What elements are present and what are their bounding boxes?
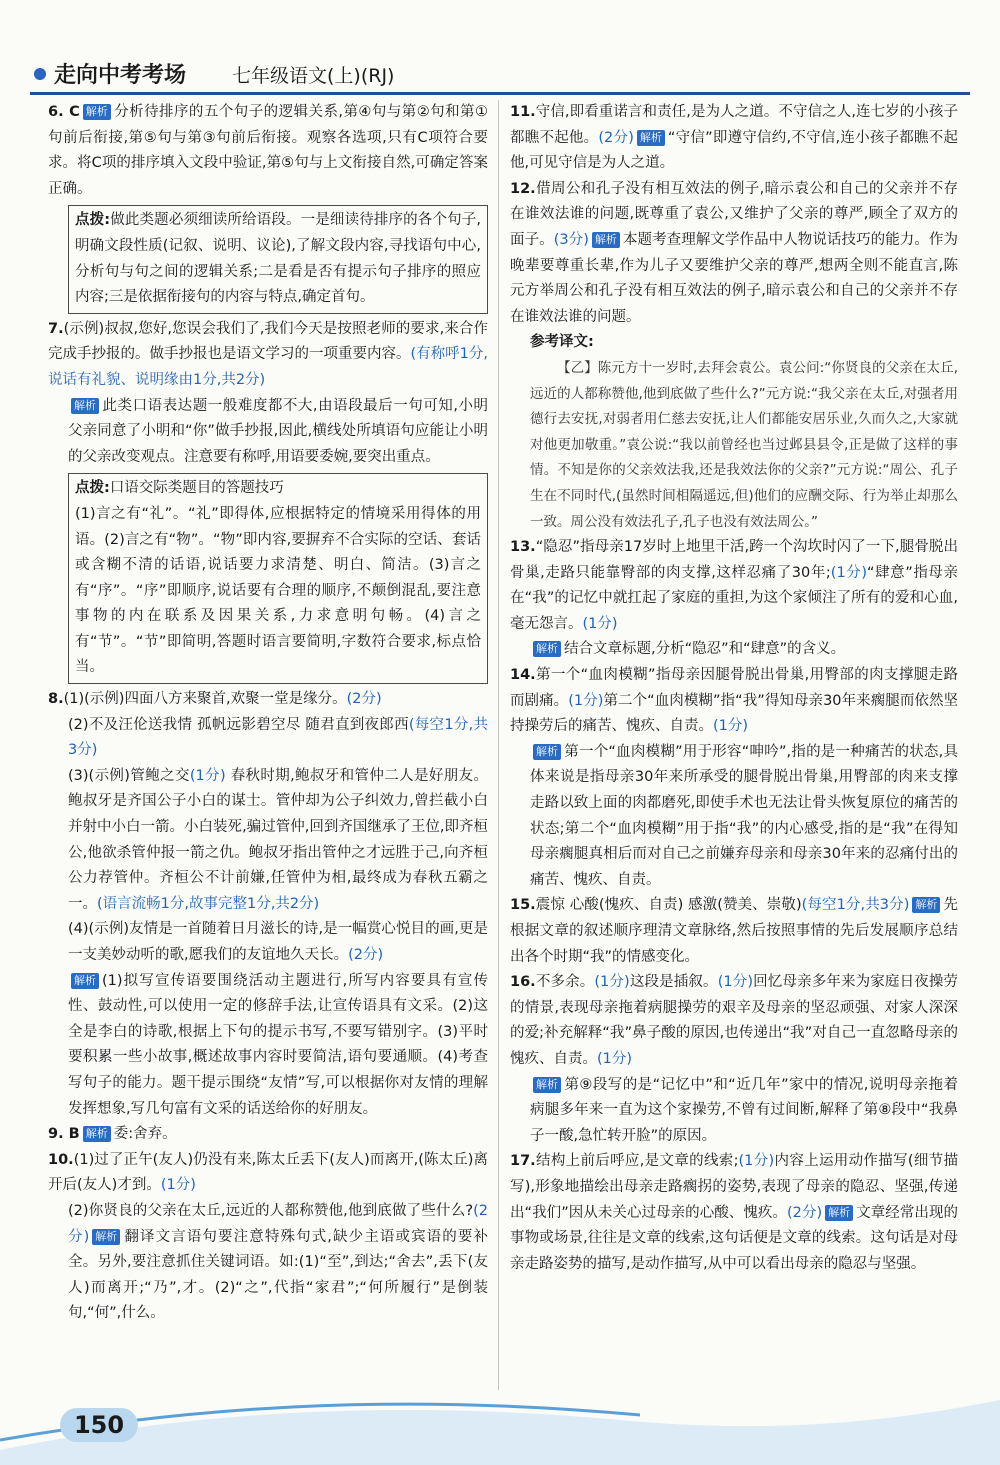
q14-number: 14. [510,667,536,684]
explain-badge: 解析 [83,104,111,120]
q8-a4: (4)(示例)友情是一首随着日月滋长的诗,是一幅赏心悦目的画,更是一支美妙动听的歌,愿我们的友谊地久天长。 [68,921,488,963]
page-number: 150 [60,1408,138,1442]
q8-a4-score: (2分) [348,947,384,963]
q7-tip-box [68,473,488,684]
explain-badge: 解析 [592,232,620,248]
q13-score1: (1分) [830,564,867,581]
q6-tip-box [68,205,488,313]
q13-score2: (1分) [582,615,618,632]
q17-score1: (1分) [738,1153,775,1170]
q11-analysis: “守信”即遵守信约,不守信,连小孩子都瞧不起他,可见守信是为人之道。 [510,129,959,172]
q15-answer: 震惊 心酸(愧疚、自责) 感激(赞美、崇敬) [535,897,802,914]
q10-a2: (2)你贤良的父亲在太丘,远近的人都称赞他,他到底做了些什么? [68,1202,474,1219]
q10-analysis: 翻译文言语句要注意特殊句式,缺少主语或宾语的要补全。另外,要注意抓住关键词语。如:(1)“至”,到达;“舍去”,丢下(友人)而离开;“乃”,才。(2)“之”,代指“家君”;“何所履行”是倒装句,“何”,什么。 [68,1228,488,1322]
q8-a2-score: (每空1分,共3分) [68,716,488,759]
q16-score3: (1分) [597,1050,633,1067]
q11-score: (2分) [598,129,634,146]
q10-a1: (1)过了正午(友人)仍没有来,陈太丘丢下(友人)而离开,(陈太丘)离开后(友人)才到。 [48,1151,488,1194]
q8-a1: (1)(示例)四面八方来聚首,欢聚一堂是缘分。 [63,691,347,708]
q13-answer2: “肆意”指母亲在“我”的记忆中就扛起了家庭的重担,为这个家倾注了所有的爱和心血,毫无怨言。 [510,564,958,632]
q7-score: (有称呼1分,说话有礼貌、说明缘由1分,共2分) [48,346,488,388]
answer-16 [510,970,958,1149]
page-header [30,58,970,95]
q7-tip: 口语交际类题目的答题技巧 [109,480,284,497]
answer-17 [510,1149,958,1277]
explain-badge: 解析 [825,1205,853,1221]
q6-tip: 做此类题必须细读所给语段。一是细读待排序的各个句子,明确文段性质(记叙、说明、议论),了解文段内容,寻找语句中心,分析句与句之间的逻辑关系;二是看是否有提示句子排序的照应内容;三是依据衔接句的内容与特点,确定首句。 [75,212,481,306]
footer-wave-decoration [0,1380,1000,1465]
book-subject: 七年级语文(上)(RJ) [232,65,395,87]
q12-score: (3分) [553,231,589,248]
q9-number: 9. B [48,1126,80,1143]
q8-analysis: (1)拟写宣传语要围绕活动主题进行,所写内容要具有宣传性、鼓动性,可以使用一定的修辞手法,让宣传语具有文采。(2)这全是李白的诗歌,根据上下句的提示书写,不要写错别字。(3)平时要积累一些小故事,概述故事内容时要简洁,语句要通顺。(4)考查写句子的能力。题干提示围绕“友情”写,可以根据你对友情的理解发挥想象,写几句富有文采的话送给你的好朋友。 [68,972,488,1117]
answer-11 [510,100,958,177]
q8-a3-score2: (语言流畅1分,故事完整1分,共2分) [97,895,320,912]
q16-number: 16. [510,974,536,991]
q8-a3-story: 春秋时期,鲍叔牙和管仲二人是好朋友。鲍叔牙是齐国公子小白的谋士。管仲却为公子纠效力,曾拦截小白并射中小白一箭。小白装死,骗过管仲,回到齐国继承了王位,即齐桓公,他欲杀管仲报一箭之仇。鲍叔牙指出管仲之才远胜于己,向齐桓公力荐管仲。齐桓公不计前嫌,任管仲为相,最终成为春秋五霸之一。 [68,767,489,912]
q13-number: 13. [510,539,536,556]
q10-a1-score: (1分) [160,1177,196,1194]
explain-badge: 解析 [71,973,99,989]
q16-answer3: 回忆母亲多年来为家庭日夜操劳的情景,表现母亲拖着病腿操劳的艰辛及母亲的坚忍顽强、对家人深深的爱;补充解释“我”鼻子酸的原因,也传递出“我”对自己一直忽略母亲的愧疚、自责。 [510,974,958,1067]
q14-score2: (1分) [713,718,749,735]
q13-answer1: “隐忍”指母亲17岁时上地里干活,跨一个沟坎时闪了一下,腿骨脱出骨巢,走路只能靠臀部的肉支撑,这样忍痛了30年; [510,539,958,581]
explain-badge: 解析 [71,398,99,414]
left-column [48,100,488,1327]
q16-answer1: 不多余。 [535,974,595,991]
q11-number: 11. [510,104,536,120]
answer-8 [48,687,488,1122]
q8-a3-score: (1分) [189,767,226,784]
q15-number: 15. [510,897,536,914]
q8-a2: (2)不及汪伦送我情 孤帆远影碧空尽 随君直到夜郎西 [68,716,409,733]
q10-a2-score: (2分) [68,1202,488,1245]
q10-number: 10. [48,1151,74,1168]
q17-answer2: 内容上运用动作描写(细节描写),形象地描绘出母亲走路瘸拐的姿势,表现了母亲的隐忍、坚强,传递出“我们”因从未关心过母亲的心酸、愧疚。 [510,1153,959,1221]
explain-badge: 解析 [83,1126,111,1142]
explain-badge: 解析 [533,641,561,657]
book-brand: 走向中考考场 [54,63,187,88]
q17-answer1: 结构上前后呼应,是文章的线索; [535,1153,739,1170]
q14-answer1: 第一个“血肉模糊”指母亲因腿骨脱出骨巢,用臀部的肉支撑腿走路而剧痛。 [510,667,958,709]
explain-badge: 解析 [912,897,940,913]
q15-analysis: 先根据文章的叙述顺序理清文章脉络,然后按照事情的先后发展顺序总结出各个时期“我”的情感变化。 [510,897,959,965]
column-divider [498,100,499,1390]
tip-label: 点拨: [75,212,111,229]
q8-a3: (3)(示例)管鲍之交 [68,767,190,784]
answer-15 [510,893,958,970]
answer-10 [48,1148,488,1327]
q16-answer2: 这段是插叙。 [629,974,718,991]
tip-label: 点拨: [75,480,110,497]
explain-badge: 解析 [637,130,665,146]
q14-analysis: 第一个“血肉模糊”用于形容“呻吟”,指的是一种痛苦的状态,具体来说是指母亲30年来所承受的腿骨脱出骨巢,用臀部的肉来支撑走路以致上面的肉都磨死,即使手术也无法让骨头恢复原位的痛苦的状态;第二个“血肉模糊”用于指“我”的内心感受,指的是“我”在得知母亲瘸腿真相后而对自己之前嫌弃母亲和母亲30年来的忍痛付出的痛苦、愧疚、自责。 [530,743,958,888]
explain-badge: 解析 [92,1229,120,1245]
q6-text: 分析待排序的五个句子的逻辑关系,第④句与第②句和第①句前后衔接,第⑤句与第③句前后衔接。观察各选项,只有C项符合要求。将C项的排序填入文段中验证,第⑤句与上文衔接自然,可确定答案正确。 [48,104,489,197]
q12-analysis: 本题考查理解文学作品中人物说话技巧的能力。作为晚辈要尊重长辈,作为儿子又要维护父亲的尊严,想两全则不能直言,陈元方举周公和孔子没有相互效法的例子,暗示袁公和自己的父亲并不存在谁效法谁的问题。 [510,231,959,325]
q7-answer: (示例)叔叔,您好,您误会我们了,我们今天是按照老师的要求,来合作完成手抄报的。做手抄报也是语文学习的一项重要内容。 [48,320,488,363]
q13-analysis: 结合文章标题,分析“隐忍”和“肆意”的含义。 [564,641,846,658]
q12-answer: 借周公和孔子没有相互效法的例子,暗示袁公和自己的父亲并不存在谁效法谁的问题,既尊重了袁公,又维护了父亲的尊严,顾全了双方的面子。 [510,180,958,248]
q16-score2: (1分) [717,974,754,991]
right-column [510,100,958,1277]
q15-score: (每空1分,共3分) [801,897,910,914]
q7-analysis: 此类口语表达题一般难度都不大,由语段最后一句可知,小明父亲同意了小明和“你”做手抄报,因此,横线处所填语句应能让小明的父亲改变观点。注意要有称呼,用语要委婉,要突出重点。 [68,397,488,465]
q12-translation [510,356,958,535]
q16-score1: (1分) [594,974,630,991]
answer-14 [510,663,958,893]
q12-translation-text: 【乙】陈元方十一岁时,去拜会袁公。袁公问:“你贤良的父亲在太丘,远近的人都称赞他,他到底做了些什么?”元方说:“我父亲在太丘,对强者用德行去安抚,对弱者用仁慈去安抚,让人们都能安居乐业,久而久之,大家就对他更加敬重。”袁公说:“我以前曾经也当过邺县县令,正是做了这样的事情。不知是你的父亲效法我,还是我效法你的父亲?”元方说:“周公、孔子生在不同时代,(虽然时间相隔遥远,但)他们的应酬交际、行为举止却那么一致。周公没有效法孔子,孔子也没有效法周公。” [530,359,958,530]
q14-score1: (1分) [568,692,604,709]
q16-analysis: 第⑨段写的是“记忆中”和“近几年”家中的情况,说明母亲拖着病腿多年来一直为这个家操劳,不曾有过间断,解释了第⑧段中“我鼻子一酸,急忙转开脸”的原因。 [530,1076,958,1144]
q9-text: 委:舍弃。 [113,1126,177,1143]
q8-a1-score: (2分) [346,691,382,708]
q12-number: 12. [510,180,536,197]
explain-badge: 解析 [533,744,561,760]
q17-score2: (2分) [787,1204,823,1221]
q17-analysis: 文章经常出现的事物或场景,往往是文章的线索,这句话便是文章的线索。这句话是对母亲走路姿势的描写,是动作描写,从中可以看出母亲的隐忍与坚强。 [510,1204,958,1272]
q6-number: 6. C [48,104,80,120]
answer-7 [48,317,488,684]
answer-6 [48,100,488,314]
q11-answer: 守信,即看重诺言和责任,是为人之道。不守信之人,连七岁的小孩子都瞧不起他。 [510,104,958,146]
answer-9 [48,1122,488,1148]
answer-12 [510,177,958,535]
q8-number: 8. [48,691,64,708]
explain-badge: 解析 [533,1077,561,1093]
bullet-dot-icon [34,68,46,80]
answer-13 [510,535,958,663]
q7-number: 7. [48,320,64,337]
q7-tip-body: (1)言之有“礼”。“礼”即得体,应根据特定的情境采用得体的用语。(2)言之有“物”。“物”即内容,要摒弃不合实际的空话、套话或含糊不清的话语,说话要力求清楚、明白、简洁。(3)言之有“序”。“序”即顺序,说话要有合理的顺序,不颠倒混乱,要注意事物的内在联系及因果关系,力求意明句畅。(4)言之有“节”。“节”即简明,答题时语言要简明,字数符合要求,标点恰当。 [75,505,481,676]
q17-number: 17. [510,1153,536,1170]
q12-translation-title: 参考译文: [530,334,594,351]
q14-answer2: 第二个“血肉模糊”指“我”得知母亲30年来瘸腿而依然坚持操劳后的痛苦、愧疚、自责。 [510,692,959,735]
